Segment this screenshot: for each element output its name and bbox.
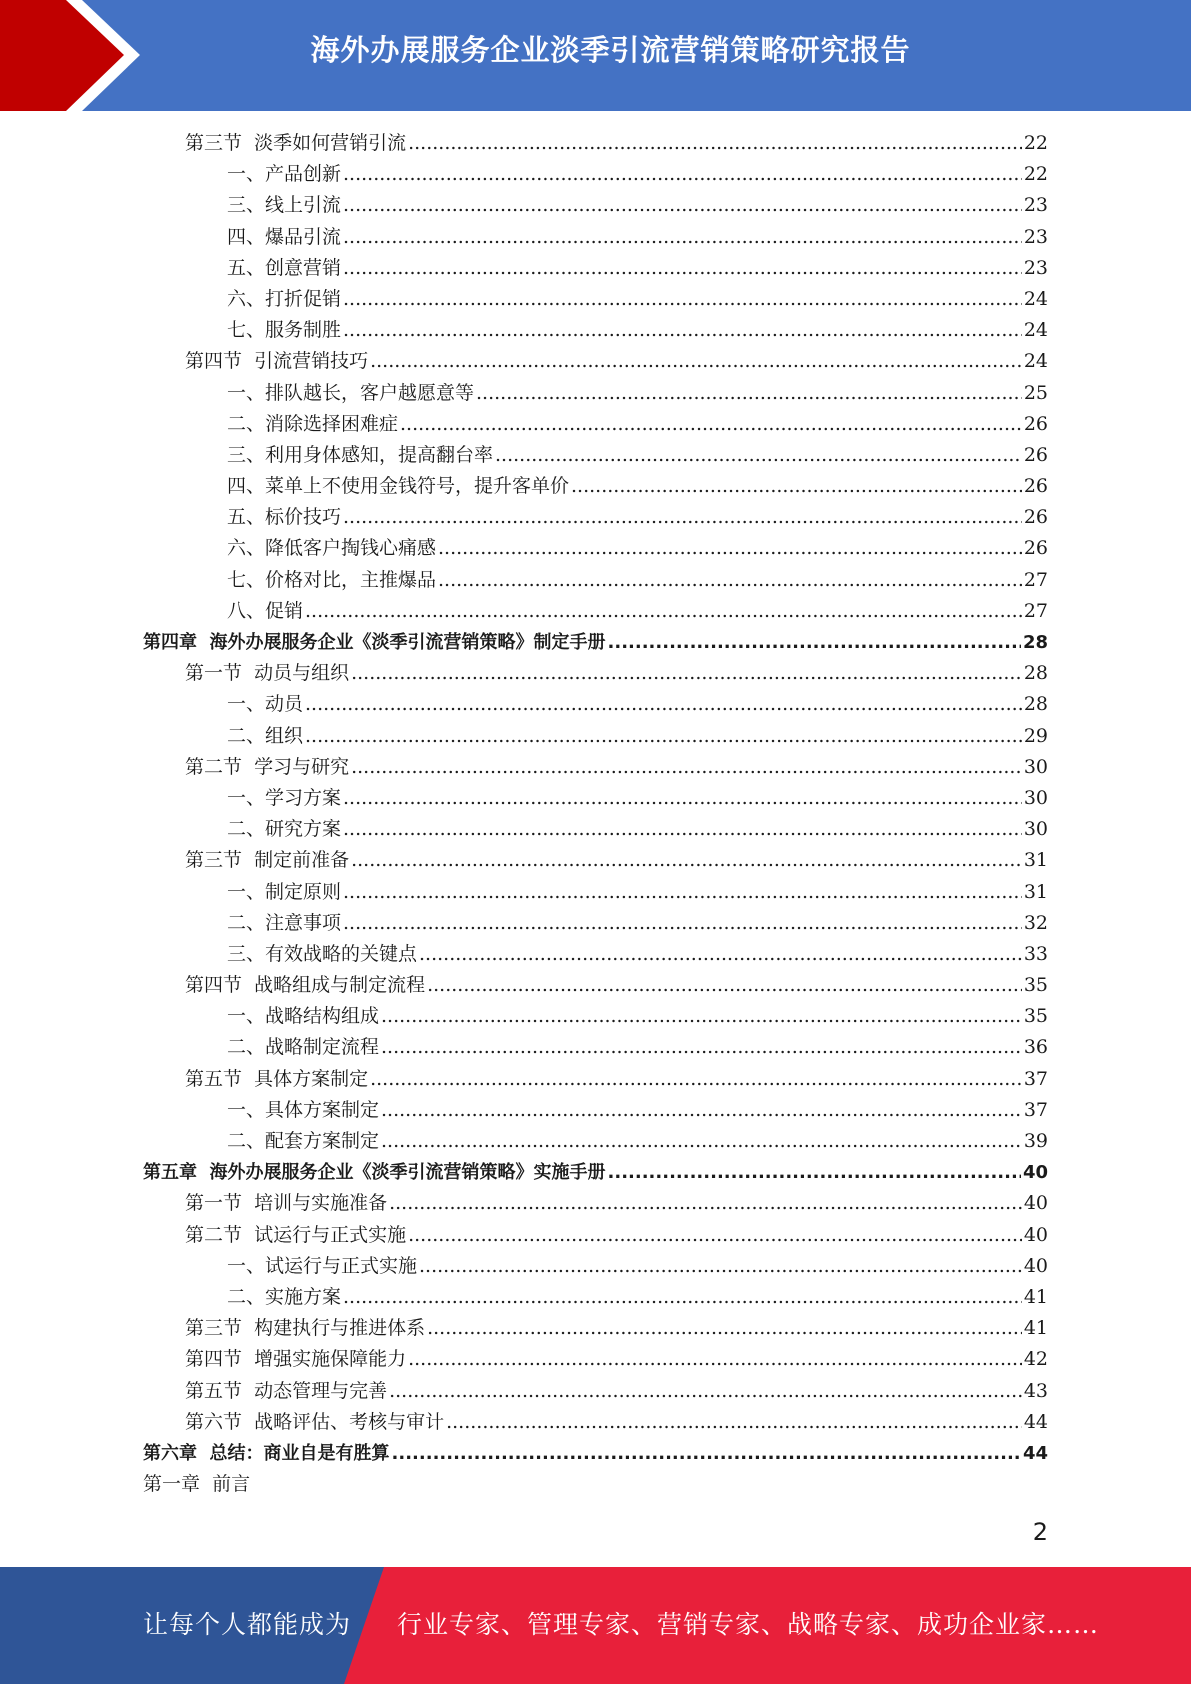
toc-entry-title: 第一节 培训与实施准备 xyxy=(185,1192,388,1215)
toc-dot-leader xyxy=(446,1407,1022,1438)
toc-dot-leader xyxy=(408,1220,1022,1251)
toc-entry-page: 22 xyxy=(1023,132,1048,154)
toc-entry-page: 42 xyxy=(1023,1348,1048,1371)
toc-dot-leader xyxy=(438,565,1022,596)
toc-entry[interactable] xyxy=(143,284,1048,315)
toc-dot-leader xyxy=(427,970,1022,1001)
toc-entry-page: 40 xyxy=(1023,1254,1048,1277)
toc-entry-page: 30 xyxy=(1023,818,1048,841)
toc-dot-leader xyxy=(343,908,1022,939)
toc-dot-leader xyxy=(305,596,1022,627)
toc-entry[interactable] xyxy=(143,533,1048,564)
toc-entry[interactable] xyxy=(143,721,1048,752)
toc-entry-page: 40 xyxy=(1022,1162,1048,1184)
toc-entry-title: 第三节 构建执行与推进体系 xyxy=(185,1317,426,1340)
toc-dot-leader xyxy=(408,128,1022,159)
toc-entry[interactable] xyxy=(143,752,1048,783)
toc-entry-page: 44 xyxy=(1023,1410,1048,1433)
toc-entry-title: 七、服务制胜 xyxy=(227,319,342,342)
toc-entry-title: 三、利用身体感知，提高翻台率 xyxy=(227,443,494,466)
toc-dot-leader xyxy=(370,1064,1022,1095)
toc-entry[interactable] xyxy=(143,689,1048,720)
toc-entry-title: 八、促销 xyxy=(227,599,304,622)
toc-entry-title: 一、产品创新 xyxy=(227,163,342,186)
toc-dot-leader xyxy=(392,1438,1021,1469)
toc-dot-leader xyxy=(476,378,1022,409)
toc-entry[interactable] xyxy=(143,845,1048,876)
toc-entry[interactable] xyxy=(143,502,1048,533)
toc-entry-title: 四、爆品引流 xyxy=(227,225,342,248)
toc-entry[interactable] xyxy=(143,939,1048,970)
toc-entry[interactable] xyxy=(143,1344,1048,1375)
toc-entry[interactable] xyxy=(143,1469,1048,1500)
toc-entry-title: 二、配套方案制定 xyxy=(227,1130,380,1152)
toc-entry-title: 第二节 试运行与正式实施 xyxy=(185,1223,407,1246)
toc-entry-page: 40 xyxy=(1023,1192,1048,1215)
toc-entry[interactable] xyxy=(143,1220,1048,1251)
toc-entry-title: 第四节 战略组成与制定流程 xyxy=(185,974,426,997)
toc-entry-page: 37 xyxy=(1023,1098,1048,1121)
toc-dot-leader xyxy=(608,627,1021,658)
page-header xyxy=(0,0,1191,111)
toc-entry-page: 29 xyxy=(1023,724,1048,747)
toc-entry-title: 第五节 动态管理与完善 xyxy=(185,1379,388,1402)
toc-entry[interactable] xyxy=(143,596,1048,627)
toc-entry-title: 一、战略结构组成 xyxy=(227,1005,380,1028)
toc-dot-leader xyxy=(419,1251,1022,1282)
toc-entry-page: 33 xyxy=(1023,942,1048,965)
toc-entry-title: 第二节 学习与研究 xyxy=(185,755,350,778)
toc-entry-page: 26 xyxy=(1023,506,1048,529)
toc-entry-title: 二、组织 xyxy=(227,724,304,747)
toc-entry-title: 第四节 增强实施保障能力 xyxy=(185,1348,407,1371)
toc-entry-page: 39 xyxy=(1023,1130,1048,1152)
toc-entry[interactable] xyxy=(143,627,1048,658)
toc-entry-title: 六、打折促销 xyxy=(227,287,342,310)
toc-entry[interactable] xyxy=(143,1376,1048,1407)
toc-entry[interactable] xyxy=(143,409,1048,440)
toc-entry-title: 一、试运行与正式实施 xyxy=(227,1254,418,1277)
toc-entry[interactable] xyxy=(143,1032,1048,1063)
toc-entry-title: 一、学习方案 xyxy=(227,786,342,809)
toc-dot-leader xyxy=(495,440,1022,471)
toc-entry-title: 第三节 淡季如何营销引流 xyxy=(185,132,407,154)
toc-entry[interactable] xyxy=(143,1064,1048,1095)
toc-entry[interactable] xyxy=(143,1251,1048,1282)
toc-entry-title: 三、有效战略的关键点 xyxy=(227,942,418,965)
page-footer xyxy=(0,1567,1191,1684)
toc-entry-title: 五、创意营销 xyxy=(227,256,342,279)
toc-entry-title: 六、降低客户掏钱心痛感 xyxy=(227,537,437,560)
toc-entry-title: 第六节 战略评估、考核与审计 xyxy=(185,1410,445,1433)
toc-entry-title: 第一节 动员与组织 xyxy=(185,662,350,685)
toc-dot-leader xyxy=(343,222,1022,253)
toc-dot-leader xyxy=(343,253,1022,284)
toc-entry-title: 第三节 制定前准备 xyxy=(185,849,350,872)
toc-entry[interactable] xyxy=(143,1313,1048,1344)
toc-entry-page: 43 xyxy=(1023,1379,1048,1402)
toc-entry[interactable] xyxy=(143,908,1048,939)
toc-entry-page: 35 xyxy=(1023,1005,1048,1028)
toc-entry[interactable] xyxy=(143,1001,1048,1032)
toc-entry-title: 四、菜单上不使用金钱符号，提升客单价 xyxy=(227,475,570,498)
toc-dot-leader xyxy=(343,814,1022,845)
toc-entry[interactable] xyxy=(143,1438,1048,1469)
toc-dot-leader xyxy=(381,1032,1022,1063)
toc-entry[interactable] xyxy=(143,315,1048,346)
toc-entry-page: 26 xyxy=(1023,412,1048,435)
toc-entry-page: 22 xyxy=(1023,163,1048,186)
toc-dot-leader xyxy=(305,689,1022,720)
toc-dot-leader xyxy=(343,190,1022,221)
toc-entry-page: 24 xyxy=(1023,287,1048,310)
toc-dot-leader xyxy=(343,1282,1022,1313)
toc-entry-page: 36 xyxy=(1023,1036,1048,1059)
toc-dot-leader xyxy=(343,877,1022,908)
toc-entry[interactable] xyxy=(143,565,1048,596)
toc-entry-title: 七、价格对比，主推爆品 xyxy=(227,568,437,591)
toc-entry-page: 23 xyxy=(1023,256,1048,279)
toc-dot-leader xyxy=(427,1313,1022,1344)
toc-entry[interactable] xyxy=(143,1095,1048,1126)
toc-entry-title: 一、动员 xyxy=(227,693,304,716)
toc-entry-title: 二、研究方案 xyxy=(227,818,342,841)
toc-dot-leader xyxy=(351,658,1022,689)
toc-entry-page: 23 xyxy=(1023,225,1048,248)
table-of-contents xyxy=(143,128,1048,1500)
toc-entry[interactable] xyxy=(143,190,1048,221)
toc-dot-leader xyxy=(343,783,1022,814)
toc-entry[interactable] xyxy=(143,970,1048,1001)
toc-dot-leader xyxy=(381,1001,1022,1032)
toc-dot-leader xyxy=(351,845,1022,876)
toc-entry-title: 一、具体方案制定 xyxy=(227,1098,380,1121)
toc-dot-leader xyxy=(381,1126,1022,1157)
toc-dot-leader xyxy=(608,1157,1021,1188)
toc-entry-page: 26 xyxy=(1023,443,1048,466)
toc-entry-page: 37 xyxy=(1023,1067,1048,1090)
toc-entry-title: 二、消除选择困难症 xyxy=(227,412,399,435)
toc-entry[interactable] xyxy=(143,346,1048,377)
toc-entry[interactable] xyxy=(143,128,1048,159)
toc-dot-leader xyxy=(351,752,1022,783)
page-number: 2 xyxy=(1032,1518,1048,1546)
toc-entry-page: 30 xyxy=(1023,755,1048,778)
toc-entry[interactable] xyxy=(143,159,1048,190)
toc-entry-page: 24 xyxy=(1023,319,1048,342)
toc-entry-page: 41 xyxy=(1023,1285,1048,1308)
toc-entry-title: 二、实施方案 xyxy=(227,1285,342,1308)
toc-entry-page: 26 xyxy=(1023,475,1048,498)
toc-dot-leader xyxy=(571,471,1022,502)
toc-entry[interactable] xyxy=(143,378,1048,409)
toc-dot-leader xyxy=(438,533,1022,564)
toc-entry-title: 一、制定原则 xyxy=(227,880,342,903)
toc-entry-page: 25 xyxy=(1023,381,1048,404)
toc-dot-leader xyxy=(381,1095,1022,1126)
toc-entry-title: 一、排队越长，客户越愿意等 xyxy=(227,381,475,404)
toc-entry-title: 第四节 引流营销技巧 xyxy=(185,350,369,373)
toc-dot-leader xyxy=(343,502,1022,533)
toc-entry[interactable] xyxy=(143,783,1048,814)
toc-entry-page: 30 xyxy=(1023,786,1048,809)
toc-entry-title: 三、线上引流 xyxy=(227,194,342,217)
toc-dot-leader xyxy=(389,1376,1022,1407)
toc-entry-page: 44 xyxy=(1022,1442,1048,1464)
toc-entry-title: 五、标价技巧 xyxy=(227,506,342,529)
toc-entry-page: 31 xyxy=(1023,849,1048,872)
footer-slogan: 让每个人都能成为 xyxy=(143,1610,352,1639)
toc-dot-leader xyxy=(389,1188,1022,1219)
toc-entry[interactable] xyxy=(143,1407,1048,1438)
toc-entry-title: 第五章 海外办展服务企业《淡季引流营销策略》实施手册 xyxy=(143,1162,606,1184)
footer-tagline: 行业专家、管理专家、营销专家、战略专家、成功企业家…… xyxy=(397,1610,1100,1639)
toc-entry-page: 28 xyxy=(1022,632,1048,653)
toc-entry-title: 第四章 海外办展服务企业《淡季引流营销策略》制定手册 xyxy=(143,632,606,653)
toc-entry-page: 26 xyxy=(1023,537,1048,560)
toc-entry[interactable] xyxy=(143,471,1048,502)
toc-entry-title: 第六章 总结：商业自是有胜算 xyxy=(143,1442,390,1464)
toc-entry-title: 二、注意事项 xyxy=(227,911,342,934)
toc-entry-page: 27 xyxy=(1023,568,1048,591)
toc-dot-leader xyxy=(400,409,1022,440)
toc-entry[interactable] xyxy=(143,1126,1048,1157)
toc-entry[interactable] xyxy=(143,253,1048,284)
toc-entry[interactable] xyxy=(143,440,1048,471)
toc-entry-page: 28 xyxy=(1023,693,1048,716)
toc-entry[interactable] xyxy=(143,1188,1048,1219)
toc-entry-page: 23 xyxy=(1023,194,1048,217)
toc-dot-leader xyxy=(343,315,1022,346)
toc-entry[interactable] xyxy=(143,814,1048,845)
toc-entry-page: 27 xyxy=(1023,599,1048,622)
toc-entry-page: 24 xyxy=(1023,350,1048,373)
toc-entry[interactable] xyxy=(143,658,1048,689)
report-title: 海外办展服务企业淡季引流营销策略研究报告 xyxy=(310,33,911,67)
toc-entry-title: 第五节 具体方案制定 xyxy=(185,1067,369,1090)
toc-entry[interactable] xyxy=(143,877,1048,908)
toc-dot-leader xyxy=(408,1344,1022,1375)
toc-entry-page: 40 xyxy=(1023,1223,1048,1246)
toc-dot-leader xyxy=(305,721,1022,752)
toc-entry-page: 35 xyxy=(1023,974,1048,997)
toc-entry-page: 41 xyxy=(1023,1317,1048,1340)
toc-entry[interactable] xyxy=(143,1157,1048,1188)
toc-entry-page: 28 xyxy=(1023,662,1048,685)
toc-dot-leader xyxy=(370,346,1022,377)
toc-entry[interactable] xyxy=(143,1282,1048,1313)
toc-dot-leader xyxy=(343,284,1022,315)
toc-entry-page: 31 xyxy=(1023,880,1048,903)
toc-entry-title: 第一章 前言 xyxy=(143,1473,251,1496)
toc-entry-page: 32 xyxy=(1023,911,1048,934)
toc-dot-leader xyxy=(343,159,1022,190)
toc-entry-title: 二、战略制定流程 xyxy=(227,1036,380,1059)
toc-entry[interactable] xyxy=(143,222,1048,253)
toc-dot-leader xyxy=(419,939,1022,970)
